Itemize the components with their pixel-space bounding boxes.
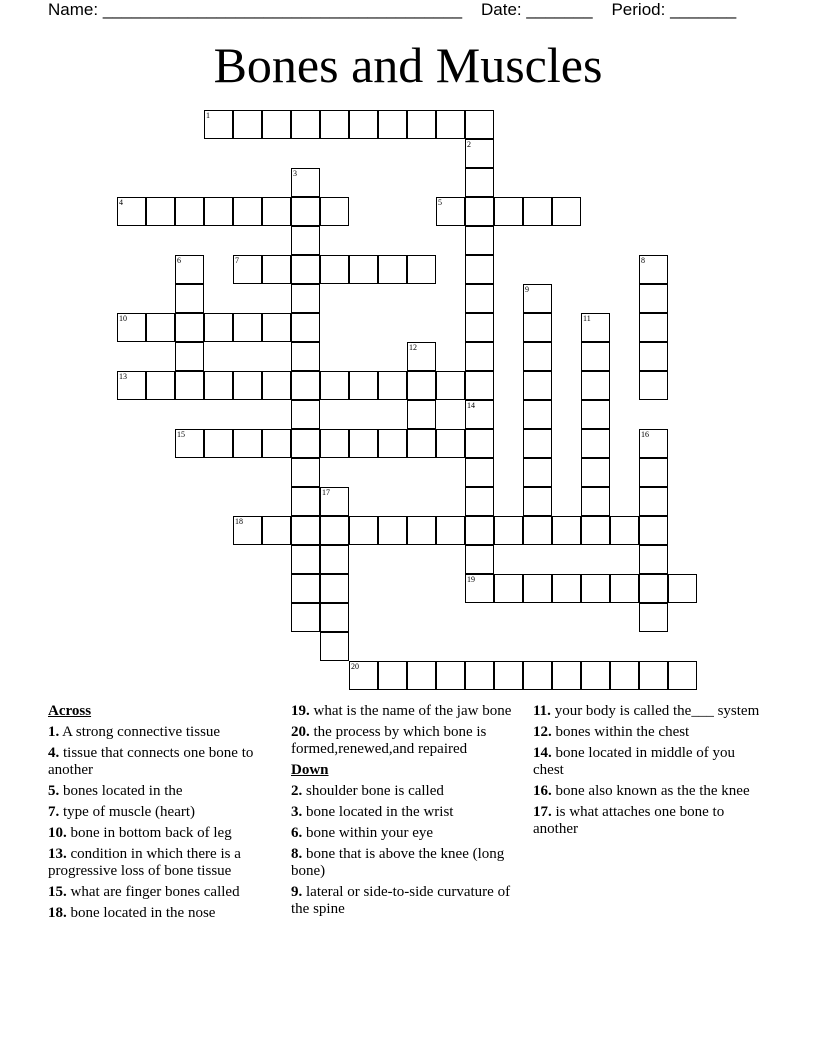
- crossword-cell[interactable]: [175, 313, 204, 342]
- clue-text: bone in bottom back of leg: [66, 825, 232, 841]
- crossword-cell[interactable]: [262, 429, 291, 458]
- crossword-cell[interactable]: [523, 284, 552, 313]
- clue-text: bones within the chest: [551, 724, 690, 740]
- crossword-cell[interactable]: [523, 574, 552, 603]
- clue-item: [533, 783, 768, 800]
- crossword-cell[interactable]: [465, 661, 494, 690]
- crossword-cell[interactable]: [465, 110, 494, 139]
- crossword-cell[interactable]: [494, 197, 523, 226]
- crossword-cell[interactable]: [407, 661, 436, 690]
- crossword-cell[interactable]: [407, 400, 436, 429]
- crossword-cell[interactable]: [407, 516, 436, 545]
- crossword-cell[interactable]: [262, 110, 291, 139]
- crossword-cell[interactable]: [233, 371, 262, 400]
- crossword-cell[interactable]: [639, 661, 668, 690]
- crossword-cell[interactable]: [204, 371, 233, 400]
- clue-item: [48, 745, 283, 779]
- crossword-cell[interactable]: [465, 284, 494, 313]
- clue-text: is what attaches one bone to another: [533, 804, 725, 837]
- clue-number-label: 11.: [533, 703, 551, 719]
- crossword-cell[interactable]: [639, 545, 668, 574]
- clue-number-label: 5.: [48, 783, 60, 799]
- crossword-cell[interactable]: [349, 110, 378, 139]
- crossword-cell[interactable]: [291, 516, 320, 545]
- clue-number: 6: [177, 256, 181, 265]
- crossword-cell[interactable]: [320, 110, 349, 139]
- clue-text: the process by which bone is formed,renewed,and repaired: [291, 724, 487, 757]
- crossword-cell[interactable]: [465, 516, 494, 545]
- clue-number: 13: [119, 372, 127, 381]
- crossword-cell[interactable]: [465, 255, 494, 284]
- crossword-cell[interactable]: [639, 574, 668, 603]
- crossword-cell[interactable]: [233, 516, 262, 545]
- clue-text: what are finger bones called: [66, 884, 240, 900]
- date-blank[interactable]: _______: [526, 0, 593, 19]
- clue-number: 19: [467, 575, 475, 584]
- crossword-cell[interactable]: [320, 632, 349, 661]
- crossword-cell[interactable]: [581, 429, 610, 458]
- crossword-cell[interactable]: [204, 197, 233, 226]
- clue-number: 3: [293, 169, 297, 178]
- crossword-cell[interactable]: [436, 197, 465, 226]
- period-blank[interactable]: _______: [670, 0, 737, 19]
- crossword-cell[interactable]: [407, 429, 436, 458]
- crossword-cell[interactable]: [552, 516, 581, 545]
- crossword-cell[interactable]: [349, 661, 378, 690]
- clue-number-label: 12.: [533, 724, 552, 740]
- clue-item: [48, 825, 283, 842]
- crossword-cell[interactable]: [175, 255, 204, 284]
- clue-number-label: 9.: [291, 884, 303, 900]
- crossword-cell[interactable]: [291, 110, 320, 139]
- crossword-cell[interactable]: [523, 313, 552, 342]
- crossword-cell[interactable]: [581, 342, 610, 371]
- clue-text: bone that is above the knee (long bone): [291, 846, 505, 879]
- clue-number-label: 13.: [48, 846, 67, 862]
- crossword-cell[interactable]: [204, 429, 233, 458]
- crossword-cell[interactable]: [639, 284, 668, 313]
- crossword-cell[interactable]: [581, 487, 610, 516]
- crossword-cell[interactable]: [465, 226, 494, 255]
- clue-number-label: 4.: [48, 745, 60, 761]
- crossword-cell[interactable]: [349, 371, 378, 400]
- crossword-cell[interactable]: [639, 487, 668, 516]
- crossword-cell[interactable]: [175, 284, 204, 313]
- clue-number: 18: [235, 517, 243, 526]
- crossword-cell[interactable]: [378, 516, 407, 545]
- crossword-cell[interactable]: [523, 342, 552, 371]
- clue-item: [291, 884, 526, 918]
- clue-text: your body is called the___ system: [550, 703, 760, 719]
- crossword-cell[interactable]: [668, 661, 697, 690]
- crossword-cell[interactable]: [291, 429, 320, 458]
- crossword-cell[interactable]: [291, 603, 320, 632]
- crossword-cell[interactable]: [291, 255, 320, 284]
- clue-number: 4: [119, 198, 123, 207]
- crossword-cell[interactable]: [117, 197, 146, 226]
- crossword-cell[interactable]: [320, 429, 349, 458]
- crossword-cell[interactable]: [349, 516, 378, 545]
- crossword-cell[interactable]: [639, 516, 668, 545]
- crossword-cell[interactable]: [639, 458, 668, 487]
- clue-text: type of muscle (heart): [59, 804, 196, 820]
- crossword-cell[interactable]: [494, 661, 523, 690]
- clue-item: [533, 724, 768, 741]
- clues-column-1: [48, 703, 283, 926]
- crossword-cell[interactable]: [465, 197, 494, 226]
- crossword-cell[interactable]: [465, 574, 494, 603]
- clue-item: [291, 724, 526, 758]
- crossword-cell[interactable]: [436, 110, 465, 139]
- crossword-cell[interactable]: [610, 516, 639, 545]
- clue-number: 20: [351, 662, 359, 671]
- clues-column-3: [533, 703, 768, 842]
- crossword-cell[interactable]: [407, 342, 436, 371]
- clue-number: 2: [467, 140, 471, 149]
- crossword-cell[interactable]: [581, 400, 610, 429]
- crossword-cell[interactable]: [378, 371, 407, 400]
- crossword-cell[interactable]: [262, 313, 291, 342]
- crossword-cell[interactable]: [465, 371, 494, 400]
- clue-item: [291, 825, 526, 842]
- crossword-cell[interactable]: [581, 458, 610, 487]
- crossword-cell[interactable]: [639, 603, 668, 632]
- crossword-cell[interactable]: [436, 516, 465, 545]
- clue-text: condition in which there is a progressive loss of bone tissue: [48, 846, 241, 879]
- crossword-cell[interactable]: [465, 313, 494, 342]
- page-title: Bones and Muscles: [213, 37, 603, 93]
- clue-number-label: 18.: [48, 905, 67, 921]
- crossword-cell[interactable]: [436, 371, 465, 400]
- name-label: Name:: [48, 0, 99, 19]
- clue-number-label: 15.: [48, 884, 67, 900]
- crossword-cell[interactable]: [668, 574, 697, 603]
- crossword-cell[interactable]: [523, 429, 552, 458]
- crossword-cell[interactable]: [291, 458, 320, 487]
- crossword-cell[interactable]: [233, 255, 262, 284]
- clue-number-label: 6.: [291, 825, 303, 841]
- crossword-cell[interactable]: [175, 429, 204, 458]
- crossword-cell[interactable]: [320, 487, 349, 516]
- crossword-cell[interactable]: [175, 371, 204, 400]
- crossword-cell[interactable]: [320, 255, 349, 284]
- crossword-cell[interactable]: [262, 197, 291, 226]
- clue-number-label: 2.: [291, 783, 303, 799]
- crossword-cell[interactable]: [436, 661, 465, 690]
- clue-text: bone located in the wrist: [302, 804, 454, 820]
- name-blank[interactable]: ______________________________________: [102, 0, 463, 19]
- crossword-cell[interactable]: [204, 313, 233, 342]
- crossword-cell[interactable]: [117, 371, 146, 400]
- crossword-cell[interactable]: [523, 661, 552, 690]
- crossword-cell[interactable]: [175, 342, 204, 371]
- section-heading: Across: [48, 703, 92, 719]
- clue-number: 1: [206, 111, 210, 120]
- crossword-cell[interactable]: [262, 255, 291, 284]
- clue-number-label: 7.: [48, 804, 60, 820]
- period-label: Period:: [611, 0, 666, 19]
- clue-number: 8: [641, 256, 645, 265]
- clue-number: 7: [235, 256, 239, 265]
- crossword-cell[interactable]: [610, 574, 639, 603]
- clue-item: [291, 703, 526, 720]
- crossword-cell[interactable]: [523, 400, 552, 429]
- clue-text: bone located in middle of you chest: [533, 745, 736, 778]
- crossword-cell[interactable]: [291, 342, 320, 371]
- clue-text: bone also known as the the knee: [551, 783, 750, 799]
- crossword-cell[interactable]: [465, 429, 494, 458]
- crossword-cell[interactable]: [320, 197, 349, 226]
- crossword-cell[interactable]: [465, 342, 494, 371]
- clue-number: 9: [525, 285, 529, 294]
- clue-item: [48, 846, 283, 880]
- crossword-cell[interactable]: [639, 371, 668, 400]
- crossword-cell[interactable]: [233, 313, 262, 342]
- crossword-cell[interactable]: [639, 313, 668, 342]
- crossword-cell[interactable]: [523, 371, 552, 400]
- clue-number: 12: [409, 343, 417, 352]
- section-heading: Down: [291, 762, 329, 778]
- clue-number: 5: [438, 198, 442, 207]
- crossword-cell[interactable]: [610, 661, 639, 690]
- clue-item: [48, 804, 283, 821]
- crossword-cell[interactable]: [175, 197, 204, 226]
- crossword-cell[interactable]: [465, 139, 494, 168]
- crossword-cell[interactable]: [262, 516, 291, 545]
- crossword-cell[interactable]: [291, 168, 320, 197]
- crossword-cell[interactable]: [233, 197, 262, 226]
- clue-number-label: 16.: [533, 783, 552, 799]
- crossword-cell[interactable]: [523, 458, 552, 487]
- crossword-cell[interactable]: [407, 110, 436, 139]
- clue-item: [291, 846, 526, 880]
- crossword-cell[interactable]: [291, 226, 320, 255]
- crossword-cell[interactable]: [494, 574, 523, 603]
- clue-text: bones located in the: [59, 783, 183, 799]
- crossword-cell[interactable]: [407, 371, 436, 400]
- crossword-cell[interactable]: [523, 516, 552, 545]
- clue-text: A strong connective tissue: [59, 724, 221, 740]
- crossword-cell[interactable]: [204, 110, 233, 139]
- crossword-cell[interactable]: [146, 313, 175, 342]
- crossword-cell[interactable]: [378, 429, 407, 458]
- clue-text: what is the name of the jaw bone: [309, 703, 512, 719]
- crossword-cell[interactable]: [552, 197, 581, 226]
- clue-item: [48, 884, 283, 901]
- crossword-cell[interactable]: [233, 429, 262, 458]
- clue-number: 17: [322, 488, 330, 497]
- crossword-cell[interactable]: [233, 110, 262, 139]
- crossword-cell[interactable]: [465, 545, 494, 574]
- crossword-cell[interactable]: [465, 400, 494, 429]
- clue-number-label: 10.: [48, 825, 67, 841]
- crossword-cell[interactable]: [291, 284, 320, 313]
- crossword-cell[interactable]: [494, 516, 523, 545]
- clue-text: lateral or side-to-side curvature of the spine: [291, 884, 511, 917]
- crossword-cell[interactable]: [378, 661, 407, 690]
- clue-number-label: 1.: [48, 724, 60, 740]
- clue-text: shoulder bone is called: [302, 783, 444, 799]
- crossword-cell[interactable]: [465, 168, 494, 197]
- clue-number-label: 17.: [533, 804, 552, 820]
- crossword-cell[interactable]: [407, 255, 436, 284]
- crossword-cell[interactable]: [291, 545, 320, 574]
- clue-number-label: 19.: [291, 703, 310, 719]
- clue-text: bone within your eye: [302, 825, 434, 841]
- clue-item: [533, 703, 768, 720]
- crossword-cell[interactable]: [320, 545, 349, 574]
- clue-item: [533, 745, 768, 779]
- crossword-cell[interactable]: [291, 574, 320, 603]
- crossword-cell[interactable]: [291, 371, 320, 400]
- crossword-cell[interactable]: [465, 487, 494, 516]
- crossword-cell[interactable]: [465, 458, 494, 487]
- crossword-cell[interactable]: [581, 661, 610, 690]
- crossword-cell[interactable]: [117, 313, 146, 342]
- clue-number-label: 20.: [291, 724, 310, 740]
- crossword-cell[interactable]: [639, 255, 668, 284]
- clue-item: [48, 783, 283, 800]
- clue-number-label: 14.: [533, 745, 552, 761]
- clue-number: 11: [583, 314, 591, 323]
- clue-number: 15: [177, 430, 185, 439]
- clue-item: [291, 804, 526, 821]
- crossword-cell[interactable]: [146, 371, 175, 400]
- crossword-cell[interactable]: [581, 313, 610, 342]
- crossword-cell[interactable]: [523, 197, 552, 226]
- crossword-cell[interactable]: [378, 255, 407, 284]
- clue-number: 10: [119, 314, 127, 323]
- crossword-cell[interactable]: [291, 197, 320, 226]
- clue-item: [48, 905, 283, 922]
- crossword-cell[interactable]: [146, 197, 175, 226]
- crossword-cell[interactable]: [523, 487, 552, 516]
- crossword-cell[interactable]: [581, 516, 610, 545]
- clue-text: bone located in the nose: [66, 905, 216, 921]
- crossword-cell[interactable]: [349, 429, 378, 458]
- clue-number-label: 8.: [291, 846, 303, 862]
- clue-number: 16: [641, 430, 649, 439]
- clue-item: [291, 783, 526, 800]
- crossword-cell[interactable]: [349, 255, 378, 284]
- crossword-cell[interactable]: [291, 400, 320, 429]
- clue-number: 14: [467, 401, 475, 410]
- crossword-cell[interactable]: [581, 371, 610, 400]
- clue-text: tissue that connects one bone to another: [48, 745, 254, 778]
- crossword-cell[interactable]: [436, 429, 465, 458]
- crossword-cell[interactable]: [639, 429, 668, 458]
- clue-item: [533, 804, 768, 838]
- crossword-cell[interactable]: [291, 313, 320, 342]
- crossword-cell[interactable]: [552, 574, 581, 603]
- crossword-cell[interactable]: [320, 371, 349, 400]
- crossword-cell[interactable]: [320, 574, 349, 603]
- crossword-cell[interactable]: [320, 603, 349, 632]
- clue-number-label: 3.: [291, 804, 303, 820]
- crossword-cell[interactable]: [639, 342, 668, 371]
- crossword-cell[interactable]: [320, 516, 349, 545]
- crossword-cell[interactable]: [581, 574, 610, 603]
- date-label: Date:: [481, 0, 522, 19]
- crossword-cell[interactable]: [552, 661, 581, 690]
- clues-column-2: [291, 703, 526, 922]
- clue-item: [48, 724, 283, 741]
- crossword-cell[interactable]: [378, 110, 407, 139]
- crossword-cell[interactable]: [262, 371, 291, 400]
- crossword-cell[interactable]: [291, 487, 320, 516]
